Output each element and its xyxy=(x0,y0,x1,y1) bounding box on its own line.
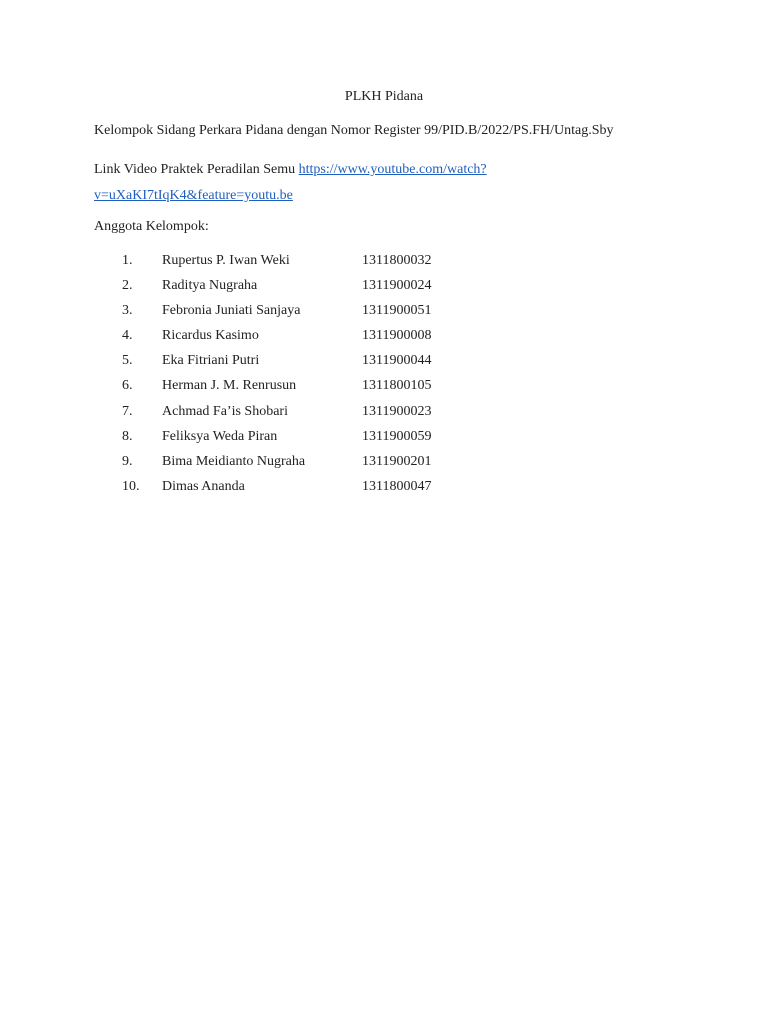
member-nim: 1311900201 xyxy=(362,453,432,469)
member-nim: 1311800047 xyxy=(362,478,432,494)
member-nim: 1311800105 xyxy=(362,378,432,394)
member-row xyxy=(0,252,768,277)
member-number: 8. xyxy=(122,428,133,444)
member-number: 5. xyxy=(122,353,133,369)
member-number: 10. xyxy=(122,478,140,494)
member-row xyxy=(0,453,768,478)
member-number: 3. xyxy=(122,303,133,319)
member-name: Bima Meidianto Nugraha xyxy=(162,453,306,469)
member-row xyxy=(0,327,768,352)
member-nim: 1311900024 xyxy=(362,278,432,294)
member-nim: 1311800032 xyxy=(362,253,432,268)
member-nim: 1311900044 xyxy=(362,353,432,369)
member-number: 4. xyxy=(122,328,133,344)
member-number: 6. xyxy=(122,378,133,394)
member-number: 9. xyxy=(122,453,133,469)
document-title: PLKH Pidana xyxy=(344,89,424,104)
member-row xyxy=(0,277,768,302)
member-name: Dimas Ananda xyxy=(162,478,245,494)
member-number: 1. xyxy=(122,253,133,268)
member-row xyxy=(0,352,768,377)
member-nim: 1311900008 xyxy=(362,328,432,344)
member-nim: 1311900051 xyxy=(362,303,432,319)
member-name: Achmad Fa’is Shobari xyxy=(162,403,288,419)
member-name: Raditya Nugraha xyxy=(162,278,258,294)
member-row xyxy=(0,377,768,402)
member-name: Eka Fitriani Putri xyxy=(162,353,260,369)
member-name: Rupertus P. Iwan Weki xyxy=(162,253,290,268)
member-nim: 1311900023 xyxy=(362,403,432,419)
member-row xyxy=(0,302,768,327)
video-link-url-part1: https://www.youtube.com/watch? xyxy=(298,162,487,177)
video-link-line xyxy=(94,157,554,209)
member-number: 2. xyxy=(122,278,133,294)
member-name: Feliksya Weda Piran xyxy=(162,428,278,444)
member-number: 7. xyxy=(122,403,133,419)
member-name: Herman J. M. Renrusun xyxy=(162,378,297,394)
member-name: Febronia Juniati Sanjaya xyxy=(162,303,301,319)
member-row xyxy=(0,403,768,428)
member-nim: 1311900059 xyxy=(362,428,432,444)
member-row xyxy=(0,478,768,503)
member-name: Ricardus Kasimo xyxy=(162,328,259,344)
member-row xyxy=(0,428,768,453)
video-link-label: Link Video Praktek Peradilan Semu xyxy=(94,162,296,177)
members-heading: Anggota Kelompok: xyxy=(94,219,209,234)
video-link-url-part2: v=uXaKI7tIqK4&feature=youtu.be xyxy=(94,188,293,203)
document-subtitle: Kelompok Sidang Perkara Pidana dengan Nomor Register 99/PID.B/2022/PS.FH/Untag.Sby xyxy=(94,123,614,138)
members-list xyxy=(0,252,768,503)
